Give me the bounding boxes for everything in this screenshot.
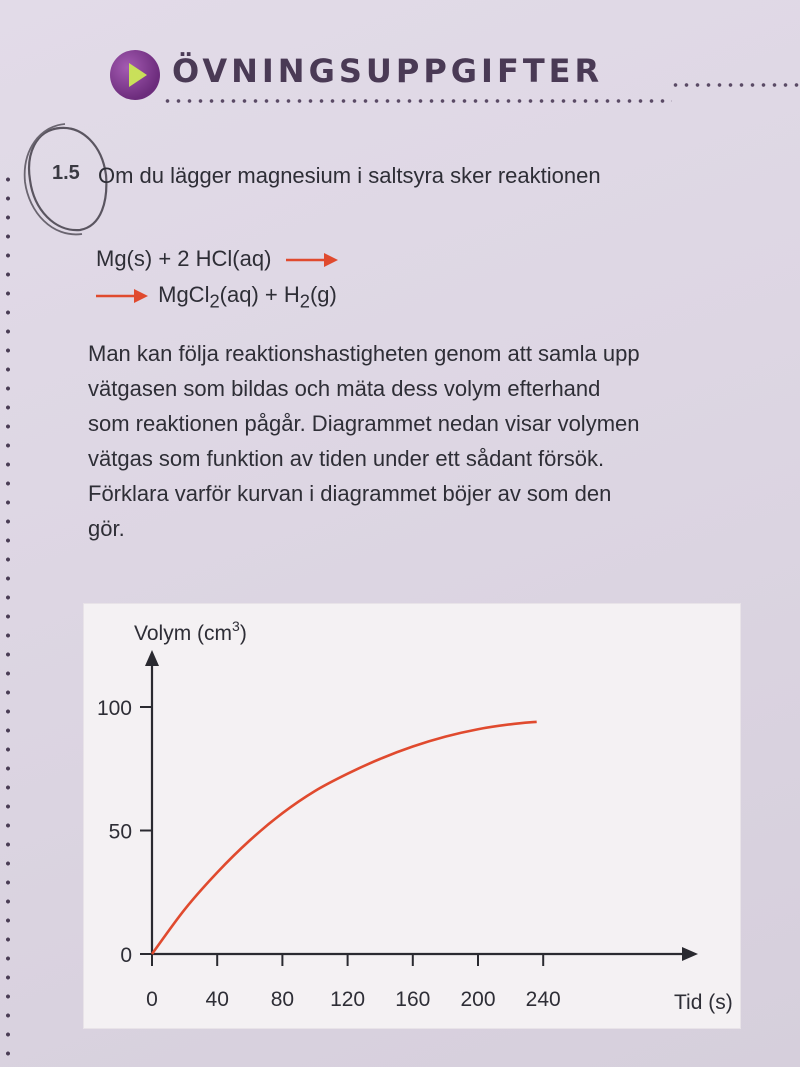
section-title: ÖVNINGSUPPGIFTER	[172, 52, 604, 90]
x-tick-label: 160	[395, 988, 431, 1011]
y-axis-label: Volym $(cm^3)$	[134, 618, 247, 645]
x-tick-label: 200	[460, 988, 496, 1011]
y-tick-label: 0	[120, 944, 132, 967]
y-tick-label: 100	[96, 697, 132, 720]
task-number: 1.5	[52, 162, 80, 184]
reaction-arrow-icon	[96, 286, 152, 306]
play-arrow-icon	[110, 50, 160, 100]
reactants: Mg(s) + 2 HCl(aq)	[96, 246, 272, 271]
x-tick-label: 80	[270, 988, 295, 1011]
x-tick-label: 240	[525, 988, 561, 1011]
header-dotted-rule	[670, 82, 800, 88]
question-intro: Om du lägger magnesium i saltsyra sker reaktionen	[98, 163, 601, 188]
x-axis-arrow-icon	[682, 947, 698, 961]
volume-time-chart	[84, 604, 740, 1028]
chart-canvas	[84, 604, 740, 1028]
x-tick-label: 120	[330, 988, 366, 1011]
margin-dotted-rule	[4, 170, 12, 1067]
y-axis-arrow-icon	[145, 650, 159, 666]
reaction-arrow-icon	[278, 250, 340, 270]
x-axis-label: Tid (s)	[674, 991, 733, 1014]
question-body: Man kan följa reaktionshastigheten genom att samla upp vätgasen som bildas och mäta dess volym efterhand som reaktionen pågår. Diagrammet nedan visar volymen vätgas som funktion av tiden under ett sådant försök. Förklara varför kurvan i diagrammet böjer av som den gör.	[88, 341, 640, 541]
pencil-circle-mark	[20, 120, 110, 250]
header-dotted-underline	[162, 98, 672, 104]
section-header	[110, 44, 800, 106]
y-tick-label: 50	[108, 820, 132, 844]
equation-line-2	[96, 282, 337, 312]
equation-line-1	[96, 246, 340, 272]
x-tick-label: 40	[205, 988, 229, 1011]
volume-curve	[152, 722, 537, 954]
x-tick-label: 0	[146, 988, 158, 1011]
products: MgCl$_2$(aq) + $H_2(g)$	[158, 282, 337, 312]
